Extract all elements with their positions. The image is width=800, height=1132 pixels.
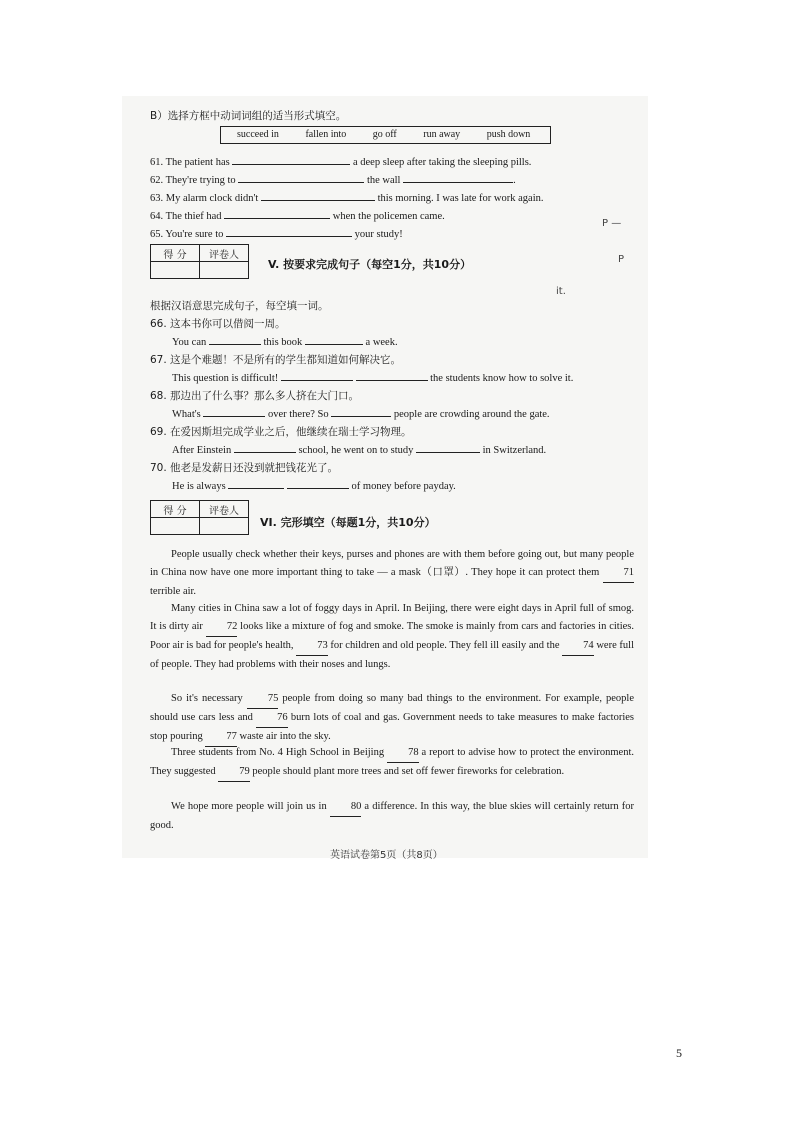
paragraph-text: waste air into the sky. [236, 731, 331, 742]
item-text: They're trying to [165, 175, 236, 186]
item-text: . [513, 175, 516, 186]
paragraph-text: Many cities in China saw a lot of foggy days in April. In Beijing, there were eight days in April full of smog. It is dirty air [150, 603, 634, 632]
cn-prompt: 70. 他老是发薪日还没到就把钱花光了。 [150, 462, 339, 474]
cloze-blank[interactable]: 78 [387, 744, 419, 763]
item-number: 64. [150, 211, 164, 222]
item-text: this morning. I was late for work again. [377, 193, 544, 204]
sentence-text: this book [263, 337, 303, 348]
paragraph-text: Three students from No. 4 High School in Beijing [171, 747, 388, 758]
cloze-blank[interactable]: 76 [256, 709, 288, 728]
sentence-text: of money before payday. [351, 481, 456, 492]
section-b-instruction: B）选择方框中动词词组的适当形式填空。 [150, 110, 347, 122]
item-text: a deep sleep after taking the sleeping pills. [352, 157, 532, 168]
cloze-blank[interactable]: 80 [330, 798, 362, 817]
cloze-blank[interactable]: 74 [562, 637, 594, 656]
paragraph-text: people should plant more trees and set off fewer fireworks for celebration. [249, 766, 565, 777]
item-text: the wall [366, 175, 401, 186]
item-text: My alarm clock didn't [165, 193, 259, 204]
answer-blank[interactable] [261, 190, 375, 201]
section-title: V. 按要求完成句子（每空1分，共10分） [268, 258, 472, 271]
paragraph-text: People usually check whether their keys, purses and phones are with them before going out, but many people in China now have one more important thing to take — a mask（口罩）. They hope it can protect them [150, 549, 634, 578]
cloze-blank[interactable]: 75 [247, 690, 279, 709]
cloze-blank[interactable]: 73 [296, 637, 328, 656]
fill-item [150, 154, 531, 168]
scanned-page [122, 96, 648, 861]
item-number: 61. [150, 157, 164, 168]
cloze-paragraph [150, 690, 634, 747]
item-number: 63. [150, 193, 164, 204]
cloze-paragraph [150, 744, 634, 782]
paragraph-text: for children and old people. They fell ill easily and the [327, 640, 563, 651]
answer-blank[interactable] [305, 334, 363, 345]
en-sentence [172, 478, 456, 492]
en-sentence [172, 406, 550, 420]
score-cell[interactable] [151, 262, 200, 279]
fill-item [150, 208, 445, 222]
paragraph-text: a report to advise how to protect the environment. They suggested [150, 747, 634, 777]
cloze-blank[interactable]: 77 [205, 728, 237, 747]
sentence-text: He is always [172, 481, 226, 492]
fill-item [150, 190, 544, 204]
sentence-text: over there? So [267, 409, 329, 420]
margin-mark: P [618, 254, 625, 265]
page-number: 5 [676, 1046, 682, 1060]
item-text: your study! [354, 229, 403, 240]
sentence-text: This question is difficult! [172, 373, 279, 384]
cloze-paragraph [150, 798, 634, 835]
score-label: 得 分 [151, 501, 200, 518]
phrase: fallen into [305, 129, 347, 140]
item-text: The patient has [165, 157, 230, 168]
answer-blank[interactable] [287, 478, 349, 489]
grader-cell[interactable] [200, 518, 249, 535]
item-number: 65. [150, 229, 164, 240]
item-number: 62. [150, 175, 164, 186]
fill-item [150, 172, 516, 186]
en-sentence [172, 370, 573, 384]
answer-blank[interactable] [356, 370, 428, 381]
paragraph-text: people from doing so many bad things to the environment. For example, people should use cars less and [150, 693, 634, 723]
paragraph-text: burn lots of coal and gas. Government needs to take measures to make factories stop pouring [150, 712, 634, 742]
answer-blank[interactable] [234, 442, 296, 453]
paragraph-text: looks like a mixture of fog and smoke. The smoke is mainly from cars and factories in cities. Poor air is bad for people's health, [150, 621, 635, 651]
answer-blank[interactable] [403, 172, 513, 183]
cloze-paragraph [150, 600, 634, 674]
paragraph-text: We hope more people will join us in [171, 801, 330, 812]
sentence-text: school, he went on to study [298, 445, 414, 456]
phrase: push down [486, 129, 531, 140]
cn-prompt: 66. 这本书你可以借阅一周。 [150, 318, 286, 330]
section-instruction: 根据汉语意思完成句子，每空填一词。 [150, 300, 329, 312]
paragraph-text: were full of people. They had problems with their noses and lungs. [150, 640, 634, 670]
score-table [150, 244, 249, 279]
margin-mark: it. [556, 286, 566, 297]
cn-prompt: 69. 在爱因斯坦完成学业之后，他继续在瑞士学习物理。 [150, 426, 412, 438]
en-sentence [172, 442, 546, 456]
fill-item [150, 226, 403, 240]
answer-blank[interactable] [224, 208, 330, 219]
answer-blank[interactable] [232, 154, 350, 165]
score-table [150, 500, 249, 535]
phrase: run away [423, 129, 461, 140]
sentence-text: the students know how to solve it. [430, 373, 574, 384]
item-text: when the policemen came. [332, 211, 445, 222]
cloze-blank[interactable]: 79 [218, 763, 250, 782]
paragraph-text: a difference. In this way, the blue skies will certainly return for good. [150, 801, 634, 831]
answer-blank[interactable] [281, 370, 353, 381]
paragraph-text: terrible air. [150, 586, 197, 597]
sentence-text: After Einstein [172, 445, 232, 456]
en-sentence [172, 334, 398, 348]
phrase: go off [372, 129, 397, 140]
score-cell[interactable] [151, 518, 200, 535]
grader-label: 评卷人 [200, 245, 249, 262]
answer-blank[interactable] [209, 334, 261, 345]
cloze-blank[interactable]: 71 [603, 564, 635, 583]
item-text: The thief had [165, 211, 222, 222]
score-label: 得 分 [151, 245, 200, 262]
answer-blank[interactable] [226, 226, 352, 237]
paragraph-text: So it's necessary [171, 693, 247, 704]
grader-label: 评卷人 [200, 501, 249, 518]
section-title: VI. 完形填空（每题1分，共10分） [260, 516, 436, 529]
sentence-text: in Switzerland. [482, 445, 547, 456]
sentence-text: people are crowding around the gate. [393, 409, 550, 420]
sentence-text: You can [172, 337, 207, 348]
answer-blank[interactable] [238, 172, 364, 183]
cn-prompt: 68. 那边出了什么事？那么多人挤在大门口。 [150, 390, 360, 402]
grader-cell[interactable] [200, 262, 249, 279]
answer-blank[interactable] [416, 442, 480, 453]
cloze-blank[interactable]: 72 [206, 618, 238, 637]
answer-blank[interactable] [228, 478, 284, 489]
scan-footer: 英语试卷第5页（共8页） [330, 850, 443, 861]
answer-blank[interactable] [203, 406, 265, 417]
phrase: succeed in [237, 129, 279, 140]
sentence-text: a week. [365, 337, 398, 348]
phrase-box [220, 126, 551, 144]
margin-mark: P — [602, 218, 622, 229]
cloze-paragraph [150, 546, 634, 601]
sentence-text: What's [172, 409, 201, 420]
answer-blank[interactable] [331, 406, 391, 417]
cn-prompt: 67. 这是个难题！不是所有的学生都知道如何解决它。 [150, 354, 402, 366]
item-text: You're sure to [165, 229, 224, 240]
